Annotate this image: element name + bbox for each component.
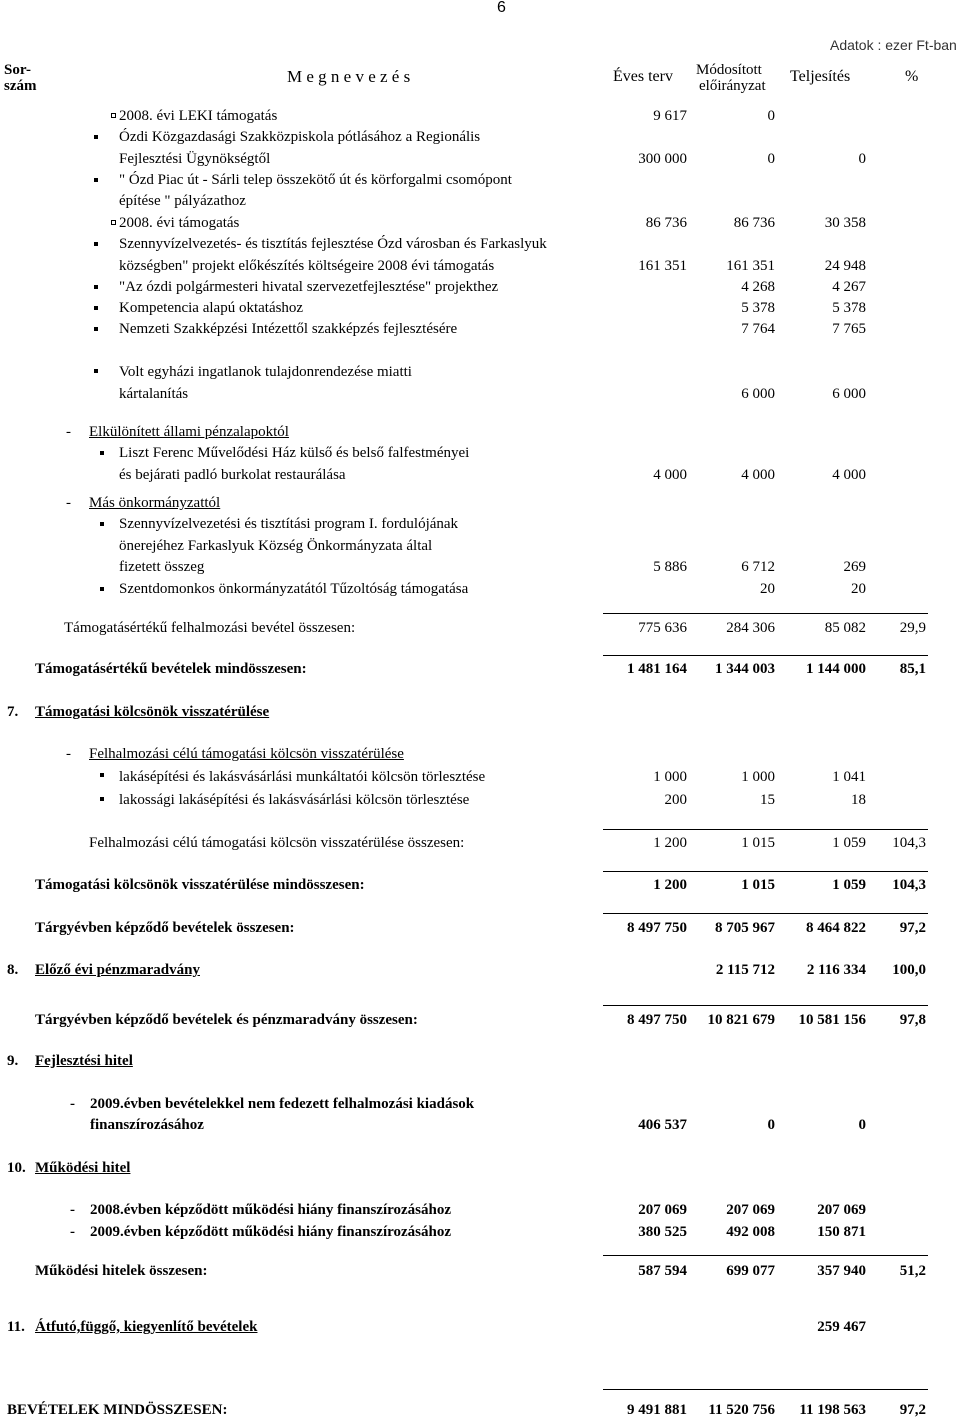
total-rule bbox=[603, 1255, 928, 1256]
bullet-icon bbox=[111, 220, 116, 225]
modositott-value: 0 bbox=[767, 151, 775, 167]
row-label: lakásépítési és lakásvásárlási munkáltatói kölcsön törlesztése bbox=[119, 769, 486, 785]
modositott-value: 86 736 bbox=[733, 215, 775, 231]
row-label: kártalanítás bbox=[119, 386, 189, 402]
teljesites-value: 0 bbox=[858, 151, 866, 167]
page-number: 6 bbox=[497, 0, 506, 16]
total-rule bbox=[603, 613, 928, 614]
total-rule bbox=[603, 1389, 928, 1390]
pct-value: 104,3 bbox=[892, 877, 926, 893]
teljesites-value: 7 765 bbox=[832, 321, 866, 337]
row-label: önerejéhez Farkaslyuk Község Önkormányzata által bbox=[119, 538, 433, 554]
total-rule bbox=[603, 871, 928, 872]
modositott-value: 10 821 679 bbox=[707, 1012, 775, 1028]
bullet-icon bbox=[100, 451, 104, 455]
row-label: Nemzeti Szakképzési Intézettől szakképzés fejlesztésére bbox=[119, 321, 458, 337]
row-label: Liszt Ferenc Művelődési Ház külső és belső falfestményei bbox=[119, 445, 470, 461]
row-label: Fejlesztési Ügynökségtől bbox=[119, 151, 271, 167]
teljesites-value: 5 378 bbox=[832, 300, 866, 316]
row-label: fizetett összeg bbox=[119, 559, 205, 575]
bullet-icon bbox=[94, 135, 98, 139]
header-eves-terv: Éves terv bbox=[613, 68, 673, 85]
grand-total-label: BEVÉTELEK MINDÖSSZESEN: bbox=[7, 1402, 228, 1418]
row-label: 2008. évi támogatás bbox=[119, 215, 240, 231]
bullet-icon bbox=[94, 285, 98, 289]
eves-terv-value: 9 617 bbox=[653, 108, 687, 124]
row-label: 2008. évi LEKI támogatás bbox=[119, 108, 278, 124]
section-number: 10. bbox=[7, 1160, 26, 1176]
bullet-icon bbox=[94, 178, 98, 182]
total-label: Támogatásértékű bevételek mindösszesen: bbox=[35, 661, 307, 677]
row-label: Szentdomonkos önkormányzatától Tűzoltóság támogatása bbox=[119, 581, 469, 597]
teljesites-value: 24 948 bbox=[824, 258, 866, 274]
total-label: Tárgyévben képződő bevételek és pénzmaradvány összesen: bbox=[35, 1012, 418, 1028]
modositott-value: 6 712 bbox=[741, 559, 775, 575]
row-label: "Az ózdi polgármesteri hivatal szervezetfejlesztése" projekthez bbox=[119, 279, 499, 295]
bullet-icon bbox=[100, 587, 104, 591]
modositott-value: 207 069 bbox=[726, 1202, 775, 1218]
header-teljesites: Teljesítés bbox=[790, 68, 851, 85]
teljesites-value: 11 198 563 bbox=[799, 1402, 866, 1418]
modositott-value: 2 115 712 bbox=[715, 962, 775, 978]
total-rule bbox=[603, 829, 928, 830]
eves-terv-value: 1 000 bbox=[653, 769, 687, 785]
eves-terv-value: 300 000 bbox=[638, 151, 687, 167]
teljesites-value: 259 467 bbox=[817, 1319, 866, 1335]
unit-note: Adatok : ezer Ft-ban bbox=[830, 37, 957, 53]
row-label: Ózdi Közgazdasági Szakközpiskola pótlásához a Regionális bbox=[119, 129, 481, 145]
eves-terv-value: 8 497 750 bbox=[627, 1012, 687, 1028]
pct-value: 104,3 bbox=[892, 835, 926, 851]
header-sorszam-1: Sor- bbox=[4, 62, 31, 78]
modositott-value: 4 268 bbox=[741, 279, 775, 295]
eves-terv-value: 86 736 bbox=[645, 215, 687, 231]
modositott-value: 699 077 bbox=[726, 1263, 775, 1279]
row-label: Szennyvízelvezetési és tisztítási program I. fordulójának bbox=[119, 516, 459, 532]
section-label: Felhalmozási célú támogatási kölcsön visszatérülése bbox=[89, 746, 404, 762]
row-label: finanszírozásához bbox=[90, 1117, 204, 1133]
bullet-icon bbox=[100, 522, 104, 526]
bullet-icon bbox=[94, 306, 98, 310]
modositott-value: 8 705 967 bbox=[715, 920, 775, 936]
pct-value: 97,8 bbox=[899, 1012, 926, 1028]
modositott-value: 0 bbox=[767, 108, 775, 124]
modositott-value: 15 bbox=[760, 792, 775, 808]
row-label: " Ózd Piac út - Sárli telep összekötő út és körforgalmi csomópont bbox=[119, 172, 512, 188]
teljesites-value: 85 082 bbox=[824, 620, 866, 636]
header-modositott-1: Módosított bbox=[696, 62, 762, 78]
section-number: 9. bbox=[7, 1053, 19, 1069]
total-rule bbox=[603, 655, 928, 656]
pct-value: 97,2 bbox=[899, 1402, 926, 1418]
modositott-value: 492 008 bbox=[726, 1224, 775, 1240]
row-label: Kompetencia alapú oktatáshoz bbox=[119, 300, 304, 316]
teljesites-value: 6 000 bbox=[832, 386, 866, 402]
total-label: Támogatási kölcsönök visszatérülése mindösszesen: bbox=[35, 877, 365, 893]
section-label: Elkülönített állami pénzalapoktól bbox=[89, 424, 289, 440]
teljesites-value: 1 041 bbox=[832, 769, 866, 785]
section-title: Támogatási kölcsönök visszatérülése bbox=[35, 704, 270, 720]
teljesites-value: 0 bbox=[858, 1117, 866, 1133]
teljesites-value: 207 069 bbox=[817, 1202, 866, 1218]
bullet-icon bbox=[111, 113, 116, 118]
eves-terv-value: 1 200 bbox=[653, 877, 687, 893]
row-label: lakossági lakásépítési és lakásvásárlási kölcsön törlesztése bbox=[119, 792, 470, 808]
row-label: 2009.évben bevételekkel nem fedezett felhalmozási kiadások bbox=[90, 1096, 475, 1112]
total-label: Működési hitelek összesen: bbox=[35, 1263, 208, 1279]
pct-value: 100,0 bbox=[892, 962, 926, 978]
teljesites-value: 1 144 000 bbox=[806, 661, 866, 677]
teljesites-value: 10 581 156 bbox=[798, 1012, 866, 1028]
bullet-icon bbox=[100, 797, 104, 801]
modositott-value: 284 306 bbox=[726, 620, 775, 636]
total-rule bbox=[603, 1005, 928, 1006]
teljesites-value: 18 bbox=[851, 792, 866, 808]
subtotal-label: Támogatásértékű felhalmozási bevétel összesen: bbox=[64, 620, 356, 636]
eves-terv-value: 1 481 164 bbox=[627, 661, 687, 677]
section-number: 11. bbox=[7, 1319, 25, 1335]
eves-terv-value: 207 069 bbox=[638, 1202, 687, 1218]
total-rule bbox=[603, 913, 928, 914]
row-label: építése " pályázathoz bbox=[119, 193, 246, 209]
eves-terv-value: 9 491 881 bbox=[627, 1402, 687, 1418]
total-label: Tárgyévben képződő bevételek összesen: bbox=[35, 920, 295, 936]
modositott-value: 11 520 756 bbox=[708, 1402, 775, 1418]
row-label: és bejárati padló burkolat restaurálása bbox=[119, 467, 346, 483]
modositott-value: 1 015 bbox=[741, 877, 775, 893]
row-label: községben" projekt előkészítés költségeire 2008 évi támogatás bbox=[119, 258, 495, 274]
modositott-value: 161 351 bbox=[726, 258, 775, 274]
teljesites-value: 357 940 bbox=[817, 1263, 866, 1279]
section-label: Más önkormányzattól bbox=[89, 495, 221, 511]
teljesites-value: 20 bbox=[851, 581, 866, 597]
eves-terv-value: 5 886 bbox=[653, 559, 687, 575]
row-label: Volt egyházi ingatlanok tulajdonrendezése miatti bbox=[119, 364, 412, 380]
eves-terv-value: 587 594 bbox=[638, 1263, 687, 1279]
teljesites-value: 8 464 822 bbox=[806, 920, 866, 936]
teljesites-value: 1 059 bbox=[832, 835, 866, 851]
modositott-value: 1 000 bbox=[741, 769, 775, 785]
bullet-icon bbox=[94, 369, 98, 373]
bullet-icon bbox=[100, 773, 104, 777]
eves-terv-value: 4 000 bbox=[653, 467, 687, 483]
eves-terv-value: 200 bbox=[664, 792, 687, 808]
subtotal-label: Felhalmozási célú támogatási kölcsön visszatérülése összesen: bbox=[89, 835, 465, 851]
eves-terv-value: 161 351 bbox=[638, 258, 687, 274]
row-label: Szennyvízelvezetés- és tisztítás fejlesztése Ózd városban és Farkaslyuk bbox=[119, 236, 547, 252]
bullet-icon bbox=[94, 327, 98, 331]
header-pct: % bbox=[905, 68, 919, 85]
header-sorszam-2: szám bbox=[4, 78, 37, 94]
modositott-value: 4 000 bbox=[741, 467, 775, 483]
teljesites-value: 269 bbox=[843, 559, 866, 575]
teljesites-value: 4 000 bbox=[832, 467, 866, 483]
eves-terv-value: 380 525 bbox=[638, 1224, 687, 1240]
pct-value: 97,2 bbox=[899, 920, 926, 936]
eves-terv-value: 406 537 bbox=[638, 1117, 687, 1133]
modositott-value: 20 bbox=[760, 581, 775, 597]
modositott-value: 7 764 bbox=[741, 321, 775, 337]
pct-value: 85,1 bbox=[899, 661, 926, 677]
row-label: 2009.évben képződött működési hiány finanszírozásához bbox=[90, 1224, 452, 1240]
section-title: Átfutó,függő, kiegyenlítő bevételek bbox=[35, 1319, 258, 1335]
section-title: Működési hitel bbox=[35, 1160, 131, 1176]
modositott-value: 0 bbox=[767, 1117, 775, 1133]
section-number: 8. bbox=[7, 962, 19, 978]
pct-value: 29,9 bbox=[899, 620, 926, 636]
modositott-value: 1 015 bbox=[741, 835, 775, 851]
modositott-value: 5 378 bbox=[741, 300, 775, 316]
teljesites-value: 2 116 334 bbox=[806, 962, 866, 978]
modositott-value: 6 000 bbox=[741, 386, 775, 402]
bullet-icon bbox=[94, 242, 98, 246]
section-number: 7. bbox=[7, 704, 19, 720]
teljesites-value: 1 059 bbox=[832, 877, 866, 893]
pct-value: 51,2 bbox=[899, 1263, 926, 1279]
header-modositott-2: előirányzat bbox=[699, 78, 766, 94]
section-title: Fejlesztési hitel bbox=[35, 1053, 133, 1069]
teljesites-value: 4 267 bbox=[832, 279, 866, 295]
eves-terv-value: 1 200 bbox=[653, 835, 687, 851]
section-title: Előző évi pénzmaradvány bbox=[35, 962, 200, 978]
eves-terv-value: 775 636 bbox=[638, 620, 687, 636]
modositott-value: 1 344 003 bbox=[715, 661, 775, 677]
teljesites-value: 150 871 bbox=[817, 1224, 866, 1240]
header-megnevezes: M e g n e v e z é s bbox=[287, 67, 411, 86]
row-label: 2008.évben képződött működési hiány finanszírozásához bbox=[90, 1202, 452, 1218]
eves-terv-value: 8 497 750 bbox=[627, 920, 687, 936]
teljesites-value: 30 358 bbox=[824, 215, 866, 231]
